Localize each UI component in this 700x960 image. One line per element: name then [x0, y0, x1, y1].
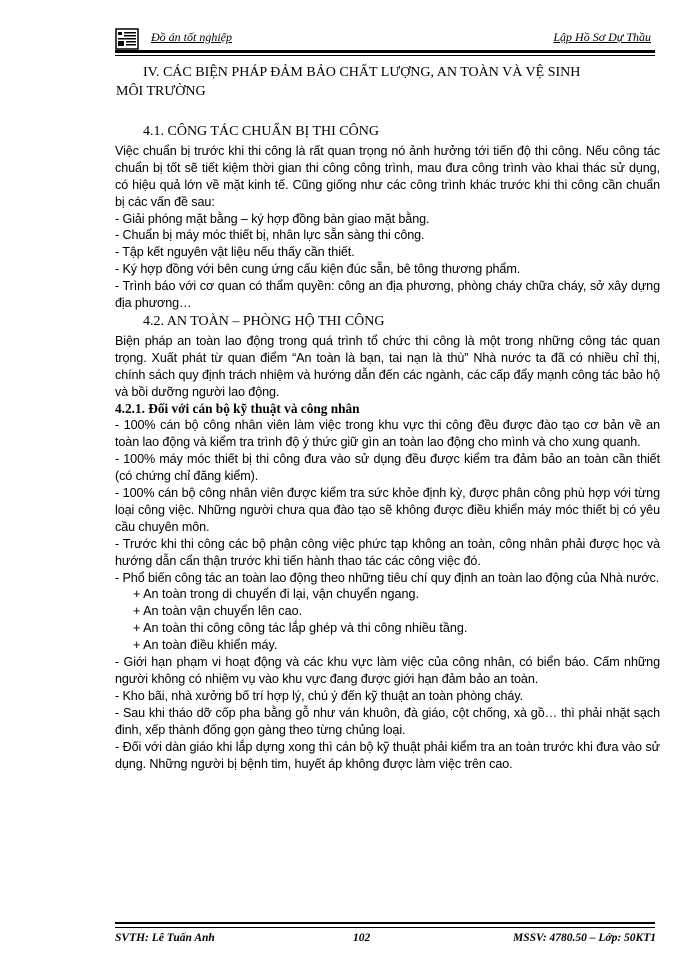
footer-rule-thin	[115, 927, 655, 928]
chapter-title	[116, 63, 660, 101]
section1-intro: Việc chuẩn bị trước khi thi công là rất quan trọng nó ảnh hưởng tới tiến độ thi công. Nếu công tác chuẩn bị tốt sẽ tiết kiệm thời gian thi công công trình, mau đưa công trình vào khai thác sử dụng, có hiệu quả lớn về mặt kinh tế. Cũng giống như các công trình khác trước khi thi công cần chuẩn bị các vấn đề sau:	[115, 143, 660, 209]
section-heading-4-2: 4.2. AN TOÀN – PHÒNG HỘ THI CÔNG	[143, 313, 385, 329]
list-item: - Chuẩn bị máy móc thiết bị, nhân lực sẵn sàng thi công.	[115, 228, 425, 243]
plus-list-item: + An toàn vận chuyển lên cao.	[133, 604, 303, 619]
footer-rule	[115, 922, 655, 924]
chapter-title-line1: IV. CÁC BIỆN PHÁP ĐẢM BẢO CHẤT LƯỢNG, AN TOÀN VÀ VỆ SINH	[143, 65, 581, 80]
section2-intro: Biện pháp an toàn lao động trong quá trình tổ chức thi công là một trong những công tác quan trọng. Xuất phát từ quan điểm “An toàn là bạn, tai nạn là thù” Nhà nước ta đã có nhiều chỉ thị, chính sách quy định trách nhiệm và hướng dẫn đến các ngành, các cấp đẩy mạnh công tác bảo hộ và bồi dưỡng người lao động.	[115, 333, 660, 399]
list-item: - Phổ biến công tác an toàn lao động theo những tiêu chí quy định an toàn lao động của Nhà nước.	[115, 570, 660, 585]
list-item: - 100% cán bộ công nhân viên làm việc trong khu vực thi công đều được đào tạo cơ bản về an toàn lao động và kiểm tra trình độ ý thức giữ gìn an toàn lao động cho mình và cho xung quanh.	[115, 418, 660, 450]
footer-student-name: SVTH: Lê Tuấn Anh	[115, 932, 215, 944]
plus-list-item: + An toàn trong di chuyển đi lại, vận chuyển ngang.	[133, 587, 420, 602]
subsection-heading-4-2-1: 4.2.1. Đối với cán bộ kỹ thuật và công nhân	[115, 400, 360, 416]
chapter-title-line2: MÔI TRƯỜNG	[116, 84, 206, 99]
header-right-text: Lập Hồ Sơ Dự Thầu	[553, 30, 651, 44]
plus-list-item: + An toàn thi công công tác lắp ghép và thi công nhiều tầng.	[133, 621, 468, 636]
page-footer	[115, 932, 660, 950]
header-rule-thin	[115, 55, 655, 56]
list-item: - 100% máy móc thiết bị thi công đưa vào sử dụng đều được kiểm tra đảm bảo an toàn cần thiết (có chứng chỉ đăng kiểm).	[115, 452, 660, 484]
list-item: - Giới hạn phạm vi hoạt động và các khu vực làm việc của công nhân, có biển báo. Cấm những người không có nhiệm vụ vào khu vực đang được giới hạn đảm bảo an toàn.	[115, 655, 660, 686]
list-item: - Đối với dàn giáo khi lắp dựng xong thì cán bộ kỹ thuật phải kiểm tra an toàn trước khi đưa vào sử dụng. Những người bị bệnh tim, huyết áp không được làm việc trên cao.	[115, 739, 660, 771]
page-body	[115, 63, 660, 772]
plus-list-item: + An toàn điều khiển máy.	[133, 638, 278, 653]
page-header	[115, 28, 655, 50]
page-number: 102	[353, 932, 371, 944]
list-item: - Ký hợp đồng với bên cung ứng cấu kiện đúc sẵn, bê tông thương phẩm.	[115, 262, 521, 277]
list-item: - Giải phóng mặt bằng – ký hợp đồng bàn giao mặt bằng.	[115, 211, 430, 226]
list-item: - Kho bãi, nhà xưởng bố trí hợp lý, chú ý đến kỹ thuật an toàn phòng cháy.	[115, 688, 523, 703]
header-rule	[115, 50, 655, 53]
list-item: - Sau khi tháo dỡ cốp pha bằng gỗ như ván khuôn, đà giáo, cột chống, xà gồ… thì phải nhặt sạch đinh, xếp thành đống gọn gàng theo từng chủng loại.	[115, 705, 660, 737]
footer-student-id: MSSV: 4780.50 – Lớp: 50KT1	[512, 932, 656, 944]
list-item: - Tập kết nguyên vật liệu nếu thấy cần thiết.	[115, 245, 355, 260]
section-heading-4-1: 4.1. CÔNG TÁC CHUẨN BỊ THI CÔNG	[143, 124, 379, 139]
list-item: - Trình báo với cơ quan có thẩm quyền: công an địa phương, phòng cháy chữa cháy, sở xây dựng địa phương…	[115, 279, 660, 311]
book-logo-icon	[115, 28, 139, 50]
list-item: - Trước khi thi công các bộ phận công việc phức tạp không an toàn, công nhân phải được học và hướng dẫn cẩn thận trước khi tiến hành thao tác các công việc đó.	[115, 536, 660, 568]
header-left-text: Đồ án tốt nghiệp	[151, 30, 232, 44]
list-item: - 100% cán bộ công nhân viên được kiểm tra sức khỏe định kỳ, được phân công phù hợp với từng loại công việc. Những người chưa qua đào tạo sẽ không được điều khiển máy móc thiết bị có yêu cầu chuyên môn.	[115, 486, 660, 534]
